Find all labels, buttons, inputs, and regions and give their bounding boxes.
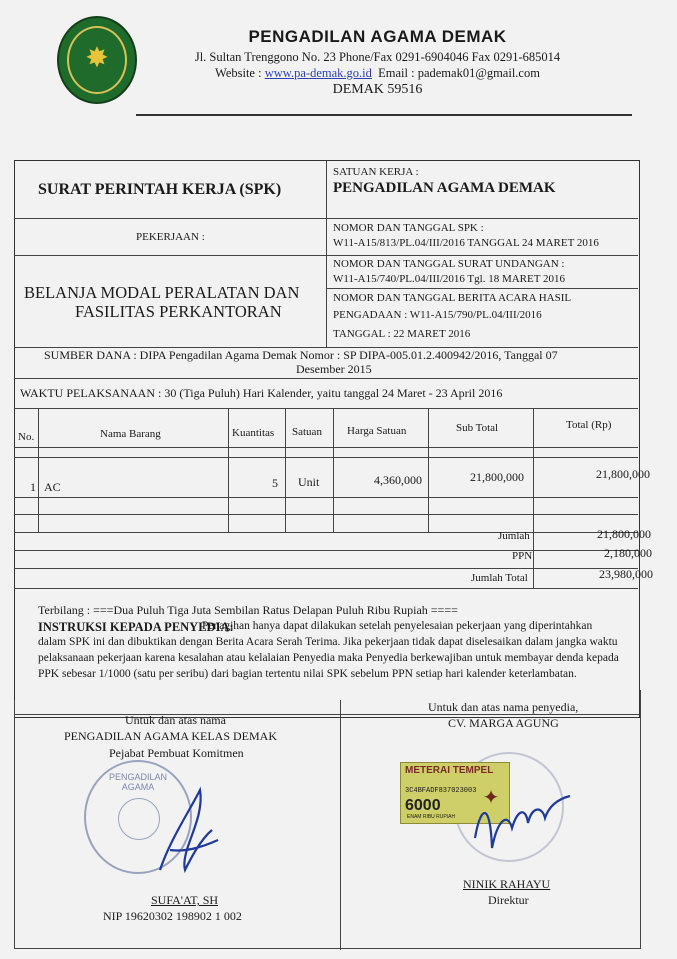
- sig-right-line-2: CV. MARGA AGUNG: [448, 716, 559, 730]
- sig-left-line-1: Untuk dan atas nama: [125, 713, 226, 727]
- instruksi-line-1: Penagihan hanya dapat dilakukan setelah penyelesaian pekerjaan yang diperintahkan: [202, 620, 593, 632]
- item-unit: Unit: [298, 475, 320, 489]
- pekerjaan-line-1: BELANJA MODAL PERALATAN DAN: [24, 283, 300, 302]
- col-header-harga-satuan: Harga Satuan: [347, 425, 407, 437]
- materai-value: 6000: [405, 797, 441, 814]
- item-no: 1: [30, 480, 36, 494]
- sumber-dana-cont: Desember 2015: [296, 362, 372, 376]
- court-contact: [140, 66, 615, 81]
- court-logo: [57, 16, 137, 104]
- col-header-sub-total: Sub Total: [456, 422, 499, 434]
- pekerjaan-line-2: FASILITAS PERKANTORAN: [75, 302, 282, 321]
- divider: [326, 161, 327, 347]
- col-header-no: No.: [18, 431, 35, 443]
- sig-left-nip: NIP 19620302 198902 1 002: [103, 909, 242, 923]
- signature-divider: [340, 700, 341, 950]
- col-divider: [533, 408, 534, 588]
- divider: [14, 408, 638, 409]
- row-divider: [14, 550, 638, 551]
- garuda-emblem-icon: ✦: [482, 785, 500, 809]
- divider: [640, 690, 641, 949]
- materai-title: METERAI TEMPEL: [405, 765, 494, 776]
- header-rule: [136, 114, 632, 116]
- instruksi-line-2: dalam SPK ini dan dibuktikan dengan Berita Acara Serah Terima. Jika pekerjaan tidak dapat diselesaikan dalam jangka waktu: [38, 636, 618, 648]
- satuan-kerja-label: SATUAN KERJA :: [333, 166, 419, 178]
- waktu-pelaksanaan: WAKTU PELAKSANAAN : 30 (Tiga Puluh) Hari Kalender, yaitu tanggal 24 Maret - 23 April 2016: [20, 386, 503, 400]
- website-link[interactable]: www.pa-demak.go.id: [264, 66, 372, 80]
- sumber-dana: SUMBER DANA : DIPA Pengadilan Agama Demak Nomor : SP DIPA-005.01.2.400942/2016, Tanggal 07: [44, 348, 558, 362]
- divider: [14, 218, 638, 219]
- sig-right-name: NINIK RAHAYU: [463, 877, 551, 891]
- item-name: AC: [44, 480, 61, 494]
- stamp-text: PENGADILAN AGAMA: [108, 772, 168, 792]
- berita-acara-number: PENGADAAN : W11-A15/790/PL.04/III/2016: [333, 309, 542, 321]
- sig-left-name: SUFA'AT, SH: [151, 893, 219, 907]
- right-signature: [470, 778, 580, 868]
- email-text: Email : pademak01@gmail.com: [378, 66, 540, 80]
- nomor-spk-value: W11-A15/813/PL.04/III/2016 TANGGAL 24 MARET 2016: [333, 237, 599, 249]
- divider: [14, 700, 15, 949]
- undangan-value: W11-A15/740/PL.04/III/2016 Tgl. 18 MARET 2016: [333, 273, 566, 285]
- divider: [14, 255, 638, 256]
- ppn-value: 2,180,000: [604, 546, 652, 560]
- materai-code: 3C4BFADF837023003: [405, 787, 477, 795]
- divider: [14, 378, 638, 379]
- instruksi-line-3: pelaksanaan pekerjaan karena kesalahan atau kelalaian Penyedia maka Penyedia berkewajiban untuk membayar denda kepada: [38, 652, 619, 664]
- jumlah-value: 21,800,000: [597, 527, 651, 541]
- sig-right-title: Direktur: [488, 893, 529, 907]
- satuan-kerja-value: PENGADILAN AGAMA DEMAK: [333, 180, 556, 196]
- berita-acara-label: NOMOR DAN TANGGAL BERITA ACARA HASIL: [333, 292, 572, 304]
- row-divider: [14, 497, 638, 498]
- terbilang: Terbilang : ===Dua Puluh Tiga Juta Sembilan Ratus Delapan Puluh Ribu Rupiah ====: [38, 603, 458, 617]
- row-divider: [14, 532, 638, 533]
- court-name: PENGADILAN AGAMA DEMAK: [248, 27, 507, 46]
- pekerjaan-label: PEKERJAAN :: [136, 231, 205, 243]
- logo-emblem-icon: ✸: [85, 41, 109, 74]
- row-divider: [14, 457, 638, 458]
- col-header-satuan: Satuan: [292, 426, 322, 438]
- divider: [14, 948, 640, 949]
- row-divider: [14, 514, 638, 515]
- nomor-spk-label: NOMOR DAN TANGGAL SPK :: [333, 222, 484, 234]
- materai-subtext: ENAM RIBU RUPIAH: [407, 814, 456, 820]
- item-price: 4,360,000: [374, 473, 422, 487]
- berita-acara-date: TANGGAL : 22 MARET 2016: [333, 328, 471, 340]
- website-label: Website :: [215, 66, 265, 80]
- instruksi-line-4: PPK sebesar 1/1000 (satu per seribu) dari bagian tertentu nilai SPK sebelum PPN setiap hari kalender keterlambatan.: [38, 668, 577, 680]
- instruksi-title: INSTRUKSI KEPADA PENYEDIA:: [38, 620, 234, 634]
- ppn-label: PPN: [512, 550, 533, 562]
- left-signature: [140, 780, 230, 890]
- col-header-nama-barang: Nama Barang: [100, 428, 161, 440]
- undangan-label: NOMOR DAN TANGGAL SURAT UNDANGAN :: [333, 258, 565, 270]
- jumlah-total-label: Jumlah Total: [471, 572, 528, 584]
- spk-title: SURAT PERINTAH KERJA (SPK): [38, 181, 282, 198]
- jumlah-label: Jumlah: [498, 530, 530, 542]
- col-header-kuantitas: Kuantitas: [232, 427, 275, 439]
- sig-left-line-2: PENGADILAN AGAMA KELAS DEMAK: [64, 729, 277, 743]
- divider: [326, 288, 638, 289]
- row-divider: [14, 588, 638, 589]
- jumlah-total-value: 23,980,000: [599, 567, 653, 581]
- item-total: 21,800,000: [596, 467, 650, 481]
- col-header-total: Total (Rp): [566, 419, 612, 431]
- sig-right-line-1: Untuk dan atas nama penyedia,: [428, 700, 579, 714]
- item-subtotal: 21,800,000: [470, 470, 524, 484]
- row-divider: [14, 568, 638, 569]
- sig-left-line-3: Pejabat Pembuat Komitmen: [109, 746, 244, 760]
- court-city: DEMAK 59516: [332, 82, 423, 97]
- item-qty: 5: [272, 476, 278, 490]
- row-divider: [14, 447, 638, 448]
- court-address: Jl. Sultan Trenggono No. 23 Phone/Fax 0291-6904046 Fax 0291-685014: [194, 50, 561, 64]
